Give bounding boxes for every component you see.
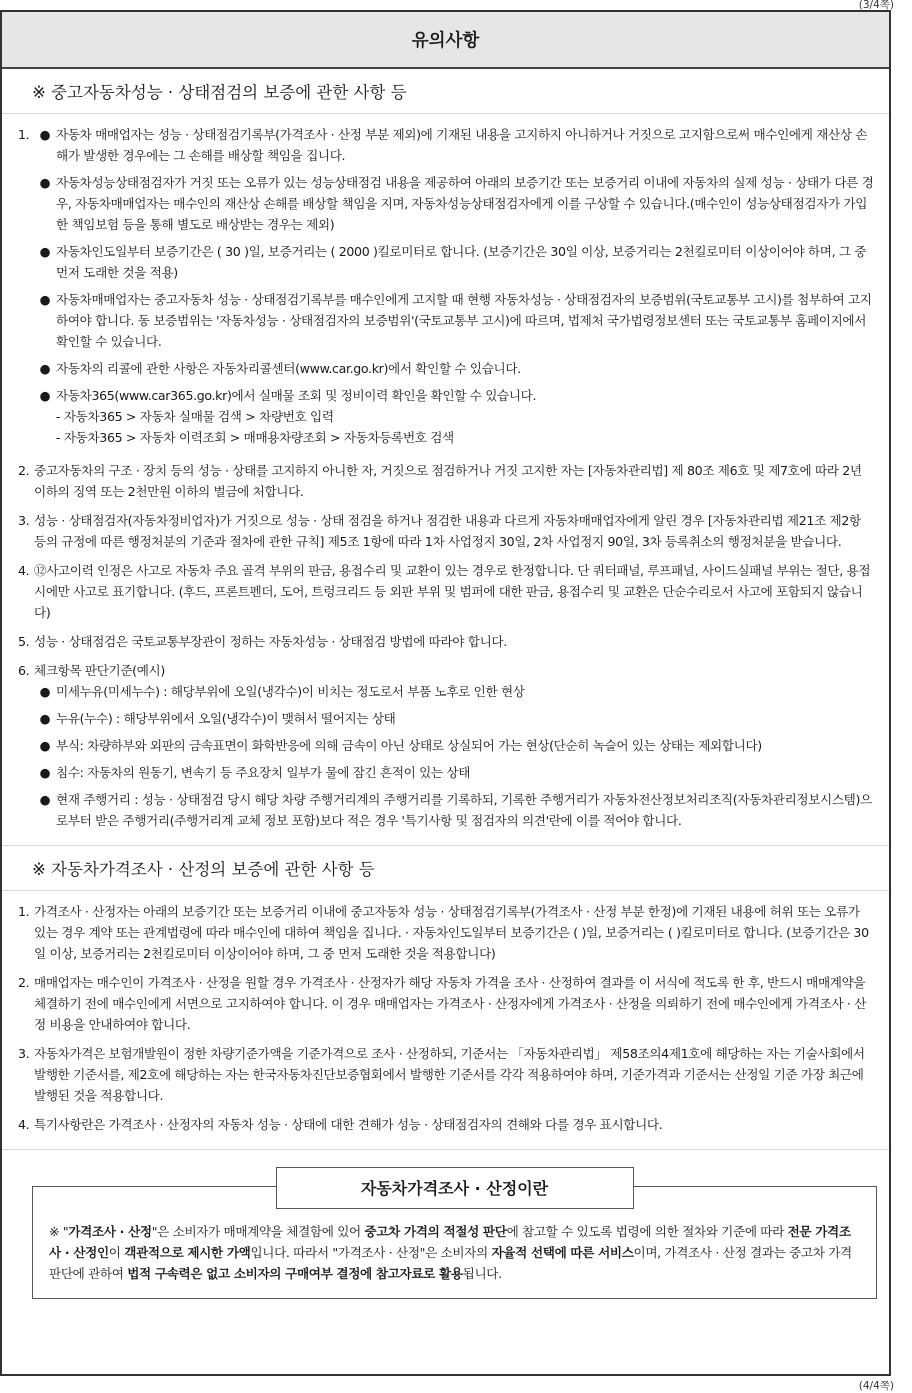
page-number-top: (3/4쪽) [858,0,894,11]
box-text-bold: 법적 구속력은 없고 소비자의 구매여부 결정에 참고자료로 활용 [127,1266,463,1281]
box-text-part: 이며, 가격조사 · 산정 결과는 중고차 가격판단에 관하여 [49,1245,852,1281]
box-title: 자동차가격조사 · 산정이란 [276,1167,634,1209]
item-number: 2. [18,463,30,478]
item-bullets [34,124,875,448]
bullet-text: 현재 주행거리 : 성능 · 상태점검 당시 해당 차량 주행거리계의 주행거리를 기록하되, 기록한 주행거리가 자동차전산정보처리조직(자동차관리정보시스템)으로부터 받은 주행거리(주행거리계 교체 정보 포함)보다 적은 경우 '특기사항 및 점검자의 의견'란에 이를 적어야 합니다. [56,792,872,828]
bullet-icon: ● [39,361,51,376]
item-number: 4. [18,563,30,578]
bullet-item [34,385,875,448]
item-number: 3. [18,1046,30,1061]
section-divider [2,1149,889,1150]
section2-heading: ※ 자동차가격조사 · 산정의 보증에 관한 사항 등 [2,846,889,891]
page-number-bottom: (4/4쪽) [858,1380,894,1392]
bullet-text: 자동차의 리콜에 관한 사항은 자동차리콜센터(www.car.go.kr)에서 확인할 수 있습니다. [56,361,521,376]
box-text-part: 입니다. 따라서 "가격조사 · 산정"은 소비자의 [250,1245,492,1260]
bullet-icon: ● [39,127,51,142]
box-text-part: "은 소비자가 매매계약을 체결함에 있어 [151,1224,365,1239]
bullet-icon: ● [39,292,51,307]
bullet-group [56,385,536,448]
bullet-text: 침수: 자동차의 원동기, 변속기 등 주요장치 일부가 물에 잠긴 흔적이 있는 상태 [56,765,471,780]
bullet-text: 미세누유(미세누수) : 해당부위에 오일(냉각수)이 비치는 정도로서 부품 노후로 인한 현상 [56,684,525,699]
box-text-part: 에 참고할 수 있도록 법령에 의한 절차와 기준에 따라 [506,1224,788,1239]
bullet-item [34,789,875,831]
item-number: 1. [18,127,30,142]
item-number: 3. [18,513,30,528]
item-text: 매매업자는 매수인이 가격조사 · 산정을 원할 경우 가격조사 · 산정자가 해당 자동차 가격을 조사 · 산정하여 결과를 이 서식에 적도록 한 후, 반드시 매매계약을 체결하기 전에 매수인에게 서면으로 고지하여야 합니다. 이 경우 매매업자는 가격조사 · 산정자에게 가격조사 · 산정을 의뢰하기 전에 매수인에게 가격조사 · 산정 비용을 안내하여야 합니다. [34,975,867,1032]
section2-item-4 [18,1114,875,1135]
bullet-icon: ● [39,765,51,780]
bullet-text: 누유(누수) : 해당부위에서 오일(냉각수)이 맺혀서 떨어지는 상태 [56,711,396,726]
bullet-icon: ● [39,244,51,259]
bullet-text: 자동차매매업자는 중고자동차 성능 · 상태점검기록부를 매수인에게 고지할 때 현행 자동차성능 · 상태점검자의 보증범위(국토교통부 고시)를 첨부하여 고지하여야 합니다. 동 보증범위는 '자동차성능 · 상태점검자의 보증범위'(국토교통부 고시)에 따르며, 법제처 국가법령정보센터 또는 국토교통부 홈페이지에서 확인할 수 있습니다. [56,292,872,349]
item-text: 성능 · 상태점검자(자동차정비업자)가 거짓으로 성능 · 상태 점검을 하거나 점검한 내용과 다르게 자동차매매업자에게 알린 경우 [자동차관리법 제21조 제2항 등의 규정에 따른 행정처분의 기준과 절차에 관한 규칙] 제5조 1항에 따라 1차 사업정지 30일, 2차 사업정지 90일, 3차 등록취소의 행정처분을 받습니다. [34,513,861,549]
box-text-part: 이 [108,1245,125,1260]
bullet-icon: ● [39,175,51,190]
bullet-icon: ● [39,738,51,753]
section1-item-4 [18,560,875,623]
item-text: 가격조사 · 산정자는 아래의 보증기간 또는 보증거리 이내에 중고자동차 성능 · 상태점검기록부(가격조사 · 산정 부분 한정)에 기재된 내용에 허위 또는 오류가 있는 경우 계약 또는 관계법령에 따라 매수인에 대하여 책임을 집니다. · 자동차인도일부터 보증기간은 ( )일, 보증거리는 ( )킬로미터로 합니다. (보증기간은 30일 이상, 보증거리는 2천킬로미터 이상이어야 하며, 그 중 먼저 도래한 것을 적용합니다) [34,904,869,961]
box-text-bold: 객관적으로 제시한 가액 [124,1245,251,1260]
item-number: 1. [18,904,30,919]
bullet-item [34,735,875,756]
box-text-bold: 자율적 선택에 따른 서비스 [491,1245,634,1260]
bullet-text: 자동차365(www.car365.go.kr)에서 실매물 조회 및 정비이력 확인을 확인할 수 있습니다. [56,388,537,403]
bullet-text: 자동차성능상태점검자가 거짓 또는 오류가 있는 성능상태점검 내용을 제공하여 아래의 보증기간 또는 보증거리 이내에 자동차의 실제 성능 · 상태가 다른 경우, 자동차매매업자는 매수인의 재산상 손해를 배상할 책임을 지며, 자동차성능상태점검자에게 이를 구상할 수 있습니다.(매수인이 성능상태점검자가 가입한 책임보험 등을 통해 별도로 배상받는 경우는 제외) [56,175,874,232]
section1-item-6 [18,660,875,831]
item-text: 성능 · 상태점검은 국토교통부장관이 정하는 자동차성능 · 상태점검 방법에 따라야 합니다. [34,634,507,649]
section1-item-5 [18,631,875,652]
price-assessment-box [32,1178,877,1299]
bullet-item [34,762,875,783]
section1-heading: ※ 중고자동차성능 · 상태점검의 보증에 관한 사항 등 [2,69,889,114]
bullet-item [34,708,875,729]
bullet-subline: - 자동차365 > 자동차 이력조회 > 매매용차량조회 > 자동차등록번호 검색 [56,430,454,445]
section1-body [2,124,889,831]
box-text-bold: 전문 가격조사 · 산정인 [49,1224,851,1260]
item-text: ⑫사고이력 인정은 사고로 자동차 주요 골격 부위의 판금, 용접수리 및 교환이 있는 경우로 한정합니다. 단 쿼터패널, 루프패널, 사이드실패널 부위는 절단, 용접 시에만 사고로 표기합니다. (후드, 프론트펜더, 도어, 트렁크리드 등 외판 부위 및 범퍼에 대한 판금, 용접수리 및 교환은 단순수리로서 사고에 포함되지 않습니다) [34,563,871,620]
bullet-item [34,241,875,283]
item-text: 중고자동차의 구조 · 장치 등의 성능 · 상태를 고지하지 아니한 자, 거짓으로 점검하거나 거짓 고지한 자는 [자동차관리법] 제 80조 제6호 및 제7호에 따라 2년 이하의 징역 또는 2천만원 이하의 벌금에 처합니다. [34,463,862,499]
bullet-icon: ● [39,792,51,807]
bullet-icon: ● [39,711,51,726]
item-number: 5. [18,634,30,649]
section2-item-1 [18,901,875,964]
bullet-text: 자동차 매매업자는 성능 · 상태점검기록부(가격조사 · 산정 부분 제외)에 기재된 내용을 고지하지 아니하거나 거짓으로 고지함으로써 매수인에게 재산상 손해가 발생한 경우에는 그 손해를 배상할 책임을 집니다. [56,127,868,163]
notice-frame [0,10,891,1376]
bullet-text: 부식: 차량하부와 외판의 금속표면이 화학반응에 의해 금속이 아닌 상태로 상실되어 가는 현상(단순히 녹슬어 있는 상태는 제외합니다) [56,738,762,753]
item-text: 체크항목 판단기준(예시) [34,663,165,678]
box-text-part: ※ " [49,1224,69,1239]
bullet-item [34,172,875,235]
section1-item-1 [18,124,875,448]
item-text: 자동차가격은 보험개발원이 정한 차량기준가액을 기준가격으로 조사 · 산정하되, 기준서는 「자동차관리법」 제58조의4제1호에 해당하는 자는 기술사회에서 발행한 기준서를, 제2호에 해당하는 자는 한국자동차진단보증협회에서 발행한 기준서를 각각 적용하여야 하며, 기준가격과 기준서는 산정일 기준 가장 최근에 발행된 것을 적용합니다. [34,1046,865,1103]
bullet-item [34,124,875,166]
bullet-item [34,358,875,379]
box-text-bold: 가격조사 · 산정 [68,1224,152,1239]
page-title: 유의사항 [2,12,889,69]
bullet-item [34,289,875,352]
section2-body [2,901,889,1135]
bullet-icon: ● [39,388,51,403]
box-text-part: 됩니다. [462,1266,502,1281]
box-text-bold: 중고차 가격의 적절성 판단 [364,1224,507,1239]
bullet-subline: - 자동차365 > 자동차 실매물 검색 > 차량번호 입력 [56,409,334,424]
item-number: 4. [18,1117,30,1132]
box-text [49,1221,854,1284]
item-text: 특기사항란은 가격조사 · 산정자의 자동차 성능 · 상태에 대한 견해가 성능 · 상태점검자의 견해와 다를 경우 표시합니다. [34,1117,663,1132]
section2-item-2 [18,972,875,1035]
section2-item-3 [18,1043,875,1106]
item-block [34,660,875,831]
section1-item-3 [18,510,875,552]
item-number: 6. [18,663,30,678]
bullet-item [34,681,875,702]
bullet-icon: ● [39,684,51,699]
item-number: 2. [18,975,30,990]
bullet-text: 자동차인도일부터 보증기간은 ( 30 )일, 보증거리는 ( 2000 )킬로미터로 합니다. (보증기간은 30일 이상, 보증거리는 2천킬로미터 이상이어야 하며, 그 중 먼저 도래한 것을 적용) [56,244,867,280]
section1-item-2 [18,460,875,502]
